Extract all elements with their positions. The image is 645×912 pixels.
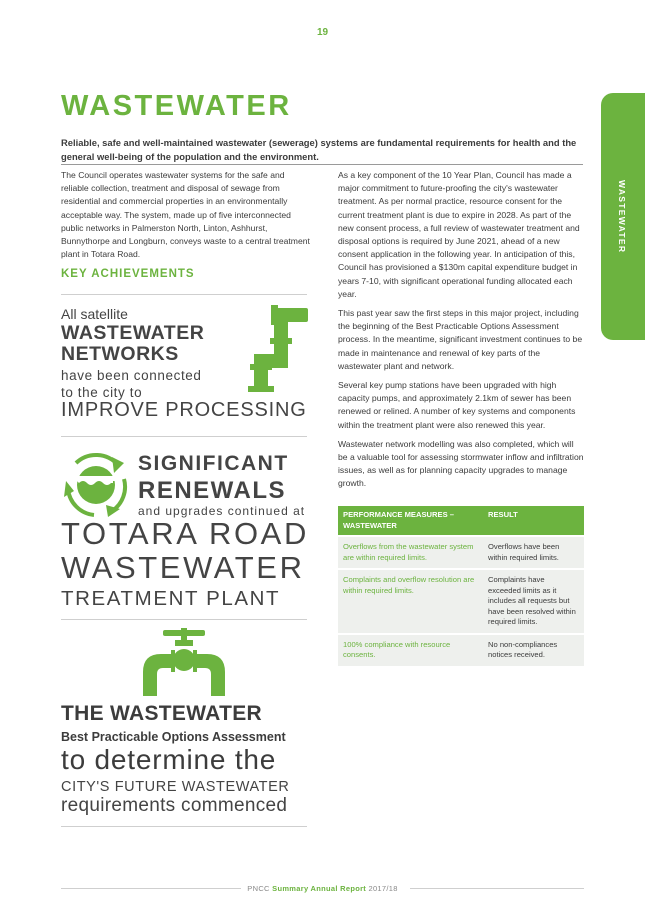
right-paragraph-4: Wastewater network modelling was also completed, which will be a valuable tool for assessing stormwater inflow and infiltration issues, as well as for planning capacity upgrades to manage growth. — [338, 438, 584, 489]
infographic1-line5-text: to the city to — [61, 385, 143, 400]
infographic1-line2 — [61, 323, 204, 365]
table-row — [338, 536, 584, 569]
result-cell: Complaints have exceeded limits as it includes all requests but have been resolved within required limits. — [483, 569, 584, 634]
footer-report: Summary Annual Report — [272, 884, 367, 893]
infographic3-line4: CITY'S FUTURE WASTEWATER — [61, 779, 290, 795]
result-cell: Overflows have been within required limits. — [483, 536, 584, 569]
footer-year: 2017/18 — [368, 884, 398, 893]
infographic2-line4 — [61, 517, 309, 585]
table-row — [338, 569, 584, 634]
footer-org: PNCC — [247, 884, 270, 893]
right-paragraph-2: This past year saw the first steps in this major project, including the beginning of the Best Practicable Options Assessment process. In the meantime, significant investment continues to be made in maintenance and renewal of key parts of the wastewater plant and network. — [338, 308, 583, 371]
infographic1-line4 — [61, 367, 202, 401]
infographic3-line2: Best Practicable Options Assessment — [61, 730, 286, 744]
page-number: 19 — [316, 27, 329, 38]
measure-cell: Complaints and overflow resolution are within required limits. — [338, 569, 483, 634]
side-tab-label: WASTEWATER — [617, 180, 627, 254]
footer — [0, 884, 645, 893]
left-paragraph: The Council operates wastewater systems for the safe and reliable collection, treatment and disposal of sewage from residential and commercial properties in an environmentally acceptable way. The system, made up of five interconnected public networks in Palmerston North, Linton, Ashhurst, Bunnythorpe and Longburn, conveys waste to a central treatment plant in Totara Road. — [61, 170, 310, 260]
infographic2-line6: TREATMENT PLANT — [61, 587, 281, 610]
recycle-water-icon — [60, 449, 132, 521]
divider — [61, 294, 307, 295]
infographic2-line1: SIGNIFICANT — [138, 452, 289, 475]
infographic3-line1: THE WASTEWATER — [61, 702, 262, 725]
page-title: WASTEWATER — [61, 90, 292, 122]
header-measure: PERFORMANCE MEASURES – WASTEWATER — [338, 506, 483, 536]
right-paragraph-3: Several key pump stations have been upgraded with high capacity pumps, and approximately 2.1km of sewer has been renewed or relined. A number of key systems and components within the treatment plant were also renewed this year. — [338, 380, 576, 430]
infographic3-line3: to determine the — [61, 744, 277, 775]
infographic2-line5-text: WASTEWATER — [61, 550, 305, 585]
infographic1-line1: All satellite — [61, 306, 128, 322]
infographic1-line3-text: NETWORKS — [61, 343, 179, 365]
infographic2-line4-text: TOTARA ROAD — [61, 516, 309, 551]
infographic2-line2: RENEWALS — [138, 477, 287, 504]
infographic1-line4-text: have been connected — [61, 368, 202, 383]
performance-table — [338, 506, 584, 666]
header-result: RESULT — [483, 506, 584, 536]
pipe-icon — [244, 304, 308, 394]
result-cell: No non-compliances notices received. — [483, 634, 584, 666]
intro-statement: Reliable, safe and well-maintained wastewater (sewerage) systems are fundamental requirements for health and the general well-being of the population and the environment. — [61, 137, 577, 162]
intro-divider — [61, 164, 583, 165]
infographic2-line3: and upgrades continued at — [138, 504, 306, 518]
measure-cell: 100% compliance with resource consents. — [338, 634, 483, 666]
divider — [61, 436, 307, 437]
table-header-row — [338, 506, 584, 536]
key-achievements-heading: KEY ACHIEVEMENTS — [61, 268, 195, 280]
divider — [61, 619, 307, 620]
valve-pipe-icon — [143, 628, 225, 696]
right-column — [338, 169, 584, 497]
divider — [61, 826, 307, 827]
infographic1-line2-text: WASTEWATER — [61, 322, 205, 344]
infographic1-line6: IMPROVE PROCESSING — [61, 399, 307, 421]
table-row — [338, 634, 584, 666]
right-paragraph-1: As a key component of the 10 Year Plan, Council has made a major commitment to future-proofing the city's wastewater treatment. As per normal practice, resource consent for the current treatment plant is due to expire in 2028. As part of the new consent process, a full review of wastewater treatment and disposal options is required by June 2021, ahead of a new consent application in the following year. In anticipation of this, Council has provisioned a $130m capital expenditure budget in years 7-10, with significant operational funding allocated each year. — [338, 170, 580, 299]
measure-cell: Overflows from the wastewater system are within required limits. — [338, 536, 483, 569]
infographic3-line5: requirements commenced — [61, 795, 288, 816]
